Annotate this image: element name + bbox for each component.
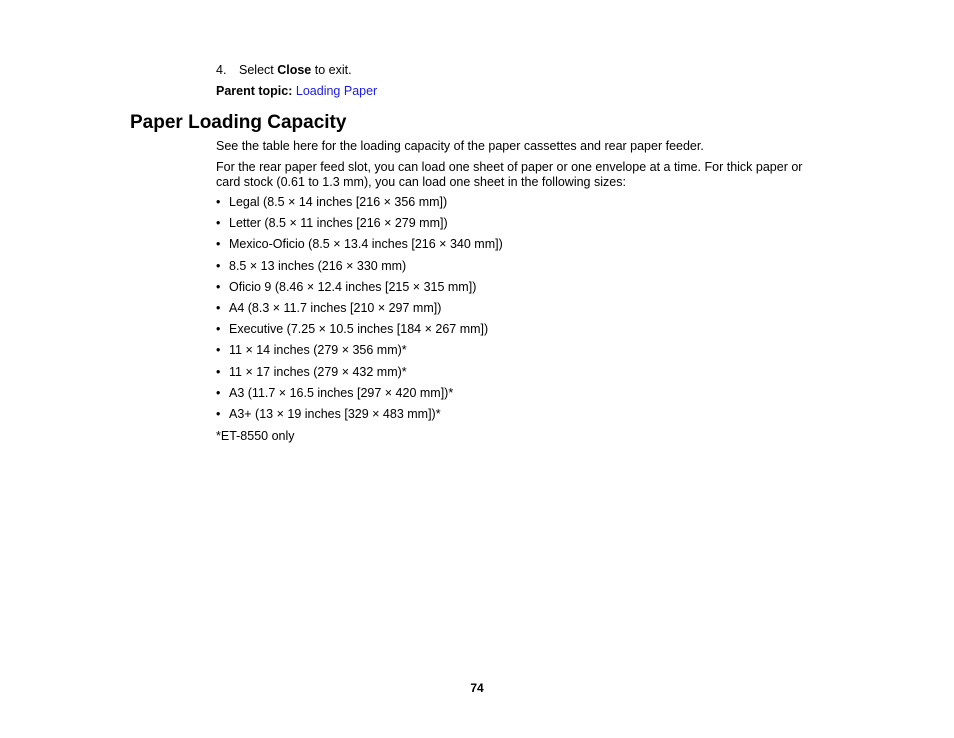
paper-size-list — [216, 194, 503, 427]
bullet: • — [216, 237, 221, 252]
parent-topic-link[interactable]: Loading Paper — [295, 84, 378, 98]
list-item-text: Legal (8.5 × 14 inches [216 × 356 mm]) — [229, 195, 448, 209]
list-item — [216, 385, 503, 406]
step-close-keyword: Close — [277, 63, 312, 77]
list-item-text: Oficio 9 (8.46 × 12.4 inches [215 × 315 mm]) — [229, 279, 477, 294]
bullet: • — [216, 195, 221, 209]
list-item — [216, 279, 503, 300]
list-item-text: Mexico-Oficio (8.5 × 13.4 inches [216 × 340 mm]) — [229, 237, 503, 252]
bullet: • — [216, 364, 221, 379]
step-text-before: Select — [239, 63, 278, 77]
list-item — [216, 236, 503, 257]
intro-paragraph: See the table here for the loading capacity of the paper cassettes and rear paper feeder. — [216, 139, 704, 153]
list-item — [216, 258, 503, 279]
parent-topic-label: Parent topic: — [216, 84, 293, 98]
bullet: • — [216, 258, 221, 273]
list-item-text: A3+ (13 × 19 inches [329 × 483 mm])* — [229, 406, 441, 421]
list-item — [216, 194, 503, 215]
section-title: Paper Loading Capacity — [130, 112, 347, 133]
bullet: • — [216, 300, 221, 315]
list-item-text: 11 × 17 inches (279 × 432 mm)* — [229, 364, 407, 379]
parent-topic — [216, 83, 377, 99]
bullet: • — [216, 216, 221, 231]
list-item-text: A4 (8.3 × 11.7 inches [210 × 297 mm]) — [229, 300, 442, 315]
list-item-text: 11 × 14 inches (279 × 356 mm)* — [229, 343, 407, 358]
list-item — [216, 342, 503, 363]
bullet: • — [216, 385, 221, 400]
list-item-text: Executive (7.25 × 10.5 inches [184 × 267 mm]) — [229, 322, 489, 337]
list-item — [216, 321, 503, 342]
list-item — [216, 300, 503, 321]
bullet: • — [216, 322, 221, 337]
step-number: 4. — [216, 63, 227, 77]
page-number: 74 — [470, 681, 484, 695]
bullet: • — [216, 406, 221, 421]
list-item-text: A3 (11.7 × 16.5 inches [297 × 420 mm])* — [229, 385, 454, 400]
footnote: *ET-8550 only — [216, 429, 295, 443]
list-item — [216, 215, 503, 236]
step-4 — [216, 62, 352, 78]
list-item — [216, 364, 503, 385]
list-item-text: Letter (8.5 × 11 inches [216 × 279 mm]) — [229, 216, 448, 231]
list-item — [216, 406, 503, 427]
list-item-text: 8.5 × 13 inches (216 × 330 mm) — [229, 258, 407, 273]
bullet: • — [216, 343, 221, 358]
step-text-after: to exit. — [311, 63, 352, 77]
bullet: • — [216, 279, 221, 294]
rear-slot-paragraph: For the rear paper feed slot, you can load one sheet of paper or one envelope at a time. For thick paper or card stock (0.61 to 1.3 mm), you can load one sheet in the following sizes: — [216, 160, 803, 189]
